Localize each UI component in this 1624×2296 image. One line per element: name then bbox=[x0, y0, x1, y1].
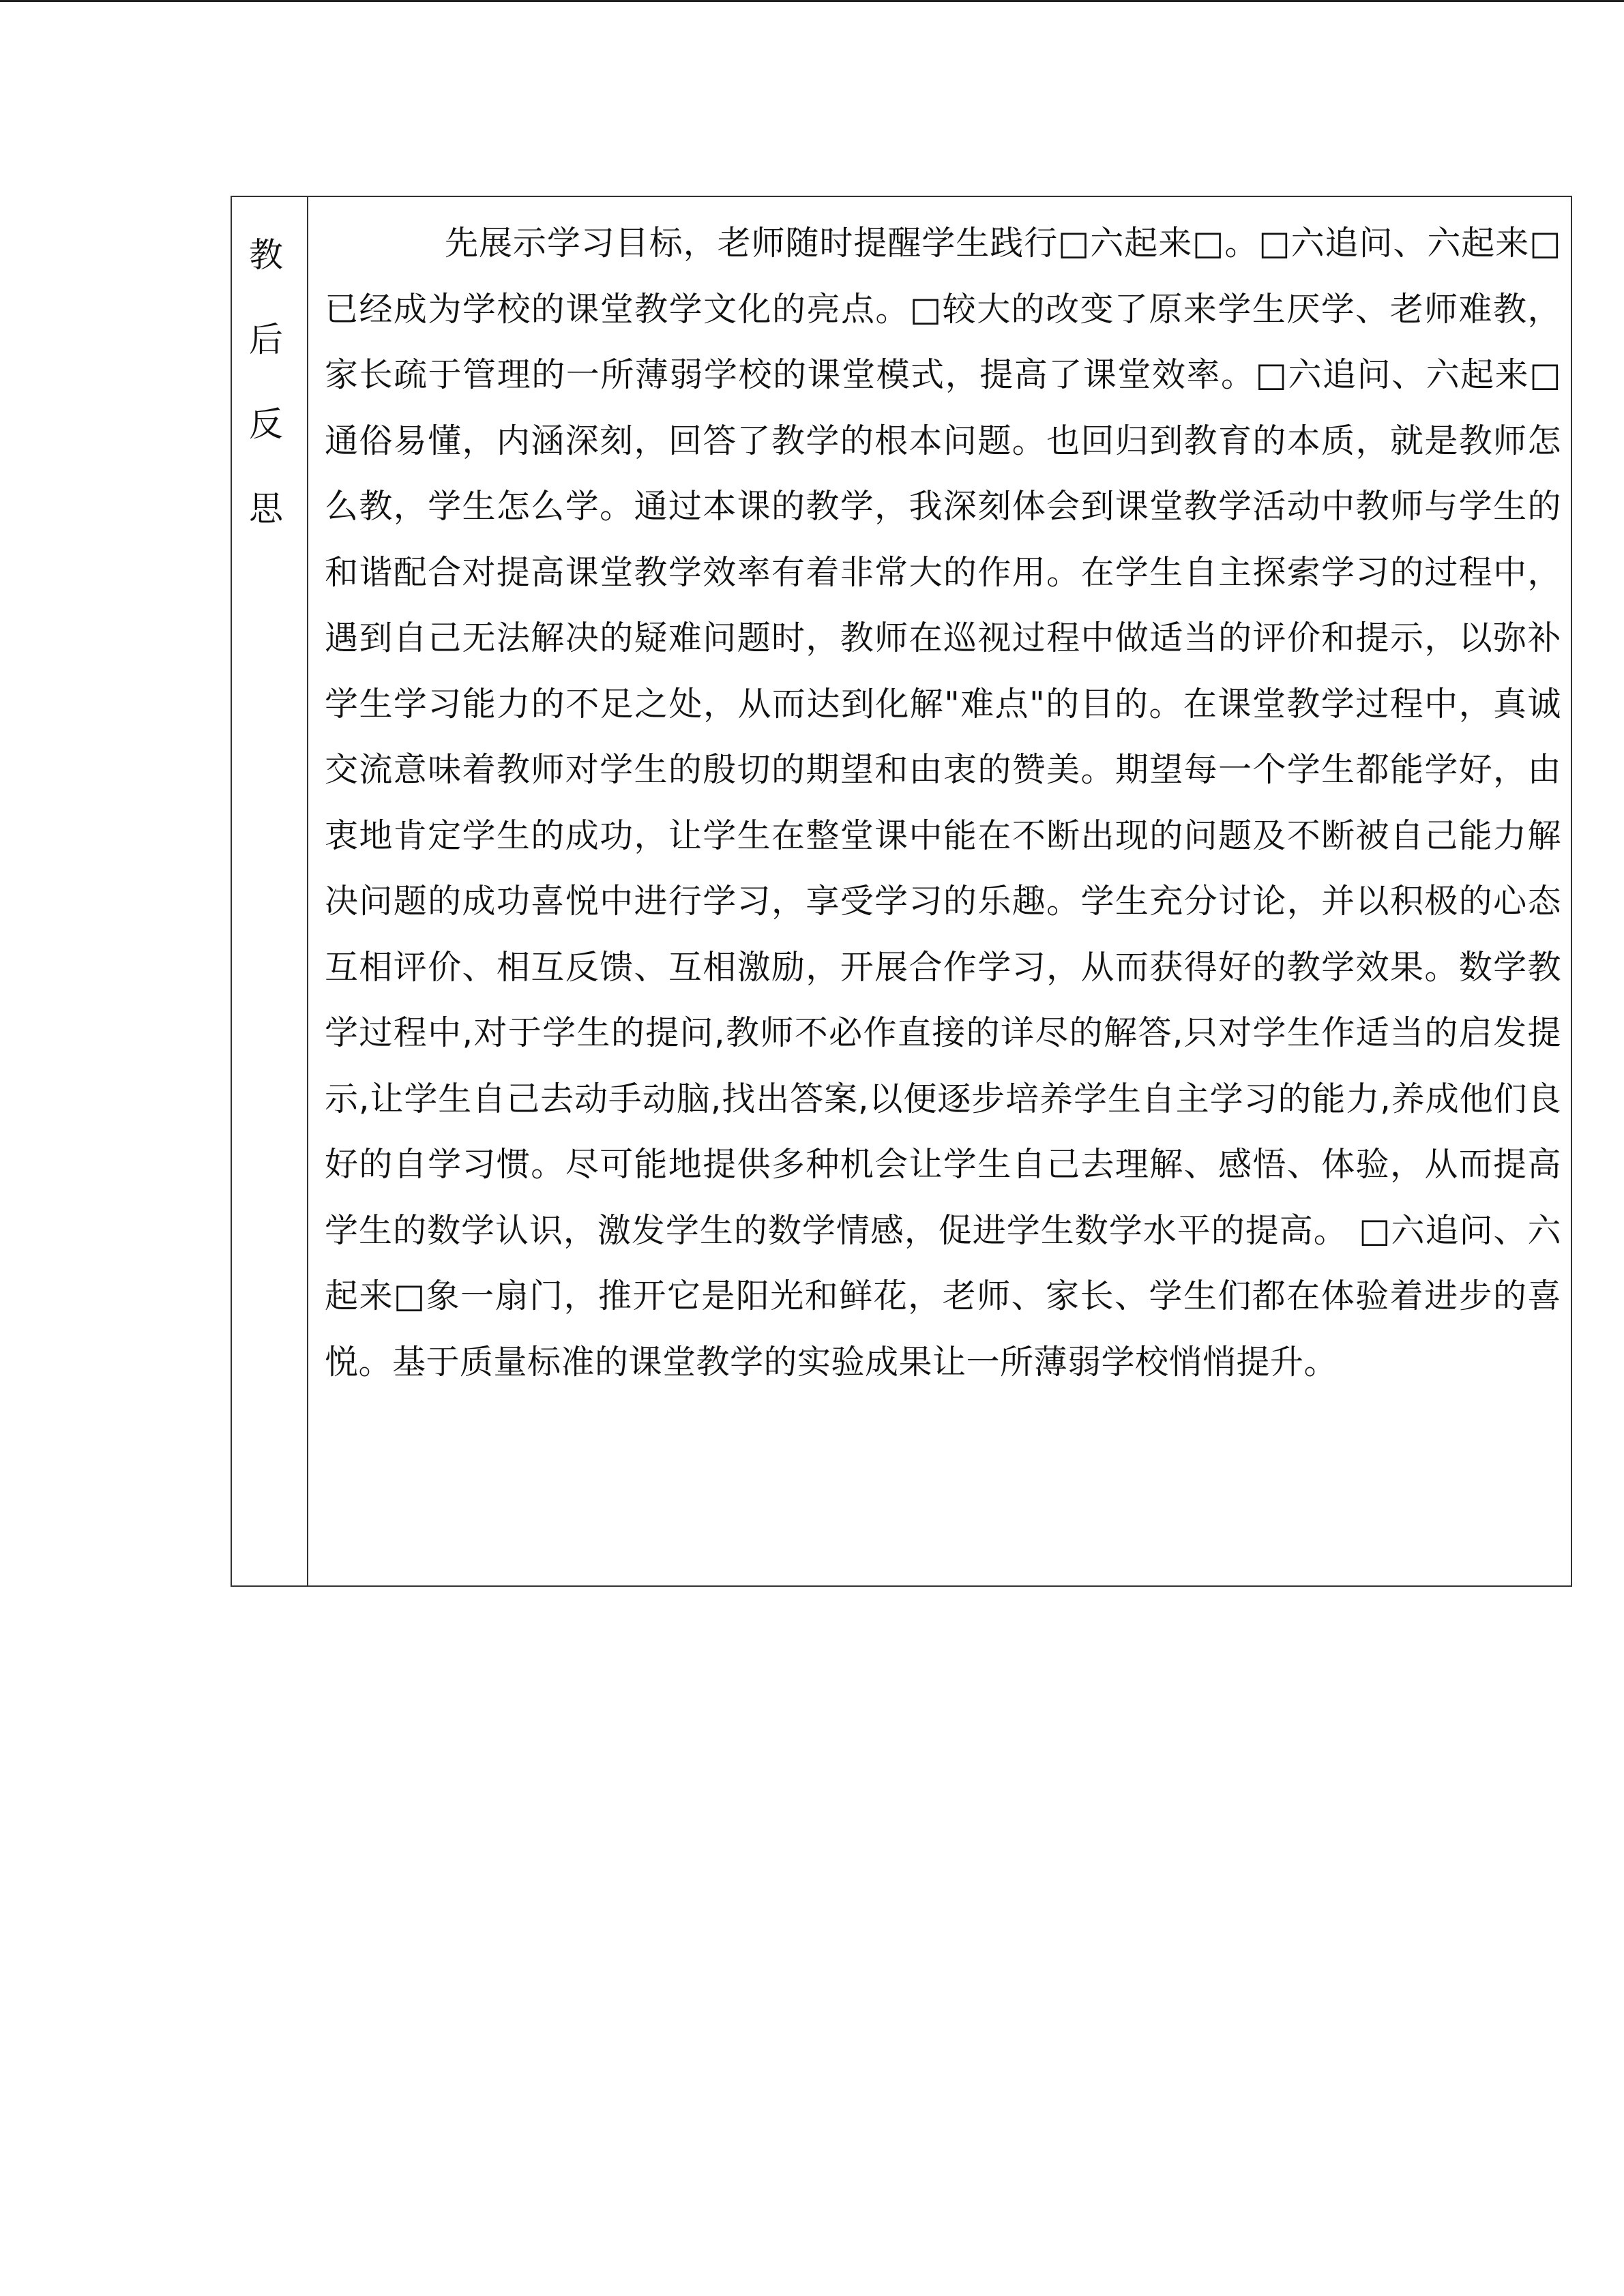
reflection-paragraph: 先展示学习目标，老师随时提醒学生践行□六起来□。□六追问、六起来□已经成为学校的课堂教学文化的亮点。□较大的改变了原来学生厌学、老师难教，家长疏于管理的一所薄弱学校的课堂模式，提高了课堂效率。□六追问、六起来□通俗易懂，内涵深刻，回答了教学的根本问题。也回归到教育的本质，就是教师怎么教，学生怎么学。通过本课的教学，我深刻体会到课堂教学活动中教师与学生的和谐配合对提高课堂教学效率有着非常大的作用。在学生自主探索学习的过程中，遇到自己无法解决的疑难问题时，教师在巡视过程中做适当的评价和提示，以弥补学生学习能力的不足之处，从而达到化解"难点"的目的。在课堂教学过程中，真诚交流意味着教师对学生的殷切的期望和由衷的赞美。期望每一个学生都能学好，由衷地肯定学生的成功，让学生在整堂课中能在不断出现的问题及不断被自己能力解决问题的成功喜悦中进行学习，享受学习的乐趣。学生充分讨论，并以积极的心态互相评价、相互反馈、互相激励，开展合作学习，从而获得好的教学效果。数学教学过程中,对于学生的提问,教师不必作直接的详尽的解答,只对学生作适当的启发提示,让学生自己去动手动脑,找出答案,以便逐步培养学生自主学习的能力,养成他们良好的自学习惯。尽可能地提供多种机会让学生自己去理解、感悟、体验，从而提高学生的数学认识，激发学生的数学情感，促进学生数学水平的提高。 □六追问、六起来□象一扇门，推开它是阳光和鲜花，老师、家长、学生们都在体验着进步的喜悦。基于质量标准的课堂教学的实验成果让一所薄弱学校悄悄提升。 bbox=[325, 224, 1561, 1382]
page-top-rule bbox=[0, 0, 1624, 2]
reflection-table bbox=[231, 196, 1572, 1587]
content-cell bbox=[308, 197, 1571, 1585]
row-label-post-lesson-reflection: 教后反思 bbox=[243, 237, 283, 575]
label-cell bbox=[232, 197, 308, 1585]
